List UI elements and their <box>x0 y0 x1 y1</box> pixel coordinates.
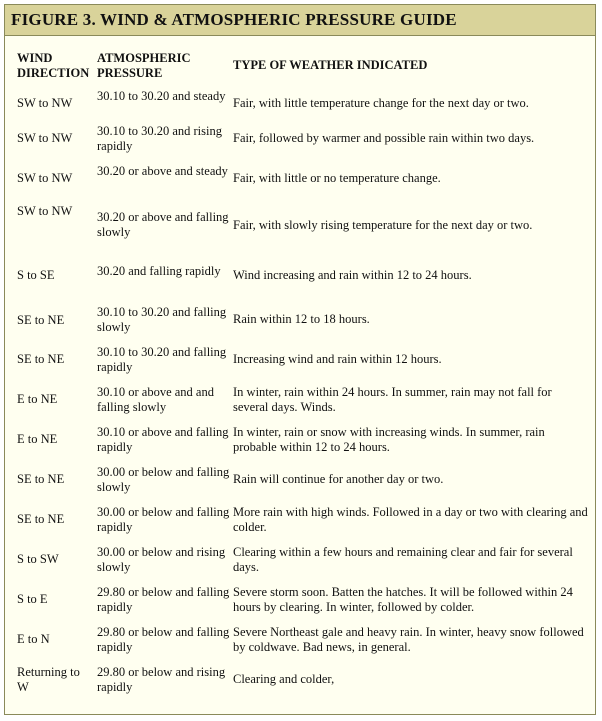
wind-direction-cell: S to SW <box>17 552 59 566</box>
pressure-cell: 29.80 or below and falling rapidly <box>97 585 230 614</box>
wind-direction-cell: SW to NW <box>17 204 73 218</box>
pressure-cell: 30.10 to 30.20 and falling rapidly <box>97 345 227 374</box>
wind-direction-cell: S to E <box>17 592 48 606</box>
figure-title: FIGURE 3. WIND & ATMOSPHERIC PRESSURE GUIDE <box>5 5 595 36</box>
weather-cell: In winter, rain or snow with increasing winds. In summer, rain probable within 12 to 24 hours. <box>233 425 545 454</box>
table-row <box>5 122 595 162</box>
weather-cell: Clearing and colder, <box>233 672 335 686</box>
wind-direction-cell: SW to NW <box>17 131 73 145</box>
weather-cell: Fair, followed by warmer and possible rain within two days. <box>233 131 535 145</box>
wind-direction-cell: SE to NE <box>17 472 65 486</box>
pressure-cell: 29.80 or below and falling rapidly <box>97 625 230 654</box>
weather-cell: Severe storm soon. Batten the hatches. It will be followed within 24 hours by clearing. In winter, followed by colder. <box>233 585 573 614</box>
weather-cell: Wind increasing and rain within 12 to 24 hours. <box>233 268 472 282</box>
weather-cell: Severe Northeast gale and heavy rain. In winter, heavy snow followed by coldwave. Bad news, in general. <box>233 625 584 654</box>
table-row <box>5 294 595 334</box>
weather-cell: Fair, with little or no temperature change. <box>233 171 441 185</box>
weather-cell: Clearing within a few hours and remaining clear and fair for several days. <box>233 545 573 574</box>
table-row <box>5 414 595 454</box>
pressure-cell: 30.00 or below and falling rapidly <box>97 505 230 534</box>
pressure-cell: 29.80 or below and rising rapidly <box>97 665 226 694</box>
wind-direction-cell: SE to NE <box>17 512 65 526</box>
weather-cell: Rain within 12 to 18 hours. <box>233 312 370 326</box>
wind-direction-cell: SW to NW <box>17 171 73 185</box>
wind-direction-cell: E to NE <box>17 432 58 446</box>
table-body <box>5 82 595 704</box>
wind-direction-cell: SE to NE <box>17 313 65 327</box>
pressure-cell: 30.20 and falling rapidly <box>97 264 221 278</box>
weather-cell: More rain with high winds. Followed in a day or two with clearing and colder. <box>233 505 588 534</box>
wind-direction-cell: Returning to W <box>17 665 80 694</box>
pressure-cell: 30.00 or below and falling slowly <box>97 465 230 494</box>
table-row <box>5 250 595 294</box>
table-row <box>5 202 595 250</box>
weather-cell: In winter, rain within 24 hours. In summer, rain may not fall for several days. Winds. <box>233 385 552 414</box>
table-row <box>5 534 595 574</box>
table-row <box>5 374 595 414</box>
header-weather-type: TYPE OF WEATHER INDICATED <box>233 58 428 72</box>
weather-cell: Fair, with little temperature change for the next day or two. <box>233 96 529 110</box>
wind-direction-cell: SW to NW <box>17 96 73 110</box>
wind-direction-cell: E to N <box>17 632 50 646</box>
weather-cell: Fair, with slowly rising temperature for the next day or two. <box>233 218 533 232</box>
weather-cell: Rain will continue for another day or two. <box>233 472 444 486</box>
pressure-cell: 30.10 or above and and falling slowly <box>97 385 214 414</box>
pressure-cell: 30.00 or below and rising slowly <box>97 545 226 574</box>
pressure-cell: 30.20 or above and falling slowly <box>97 210 229 239</box>
wind-direction-cell: E to NE <box>17 392 58 406</box>
wind-direction-cell: S to SE <box>17 268 55 282</box>
wind-direction-cell: SE to NE <box>17 352 65 366</box>
pressure-cell: 30.10 to 30.20 and rising rapidly <box>97 124 222 153</box>
table-row <box>5 494 595 534</box>
table-row <box>5 454 595 494</box>
pressure-cell: 30.20 or above and steady <box>97 164 228 178</box>
table-row <box>5 614 595 654</box>
header-atmospheric-pressure: ATMOSPHERIC PRESSURE <box>97 51 191 80</box>
pressure-cell: 30.10 to 30.20 and steady <box>97 89 226 103</box>
table-row <box>5 162 595 202</box>
table-header <box>5 36 595 82</box>
table-row <box>5 82 595 122</box>
weather-cell: Increasing wind and rain within 12 hours. <box>233 352 442 366</box>
table-row <box>5 574 595 614</box>
table-row <box>5 334 595 374</box>
pressure-cell: 30.10 or above and falling rapidly <box>97 425 229 454</box>
table-row <box>5 654 595 704</box>
pressure-cell: 30.10 to 30.20 and falling slowly <box>97 305 227 334</box>
header-wind-direction: WIND DIRECTION <box>17 51 90 80</box>
guide-frame <box>4 4 596 715</box>
